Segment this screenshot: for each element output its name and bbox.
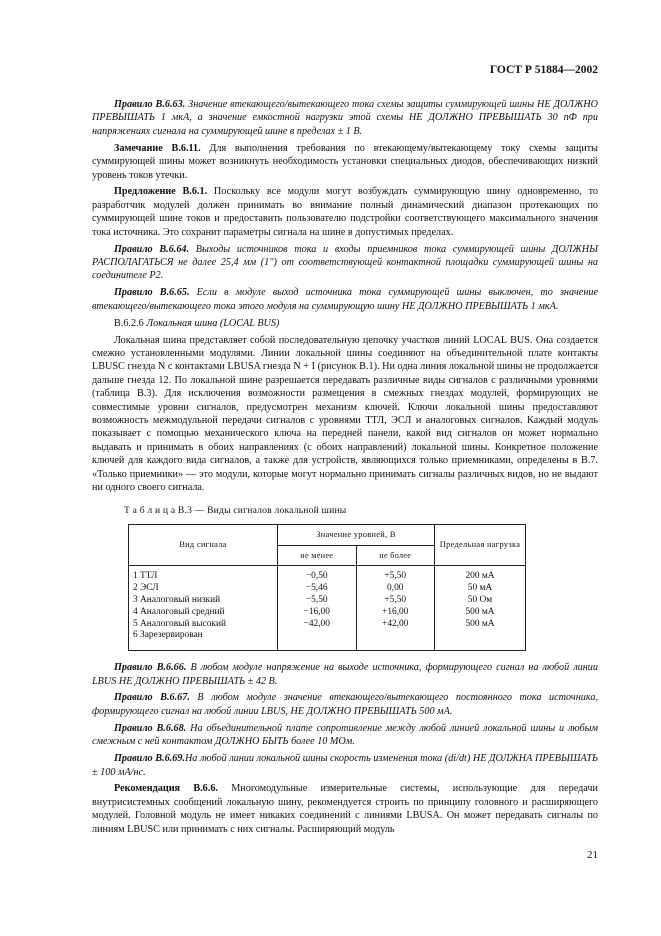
cell-max: 0,00 (356, 583, 435, 595)
cell-load: 500 мА (435, 619, 526, 631)
rule-text: На объединительной плате сопротивление между любой линией локальной шины и любым смежным с ней контактом ДОЛЖНО БЫТЬ более 10 МОм. (92, 722, 598, 748)
cell-signal: 6 Зарезервирован (129, 630, 278, 650)
content (92, 98, 598, 840)
cell-signal: 3 Аналоговый низкий (129, 595, 278, 607)
cell-min: −42,00 (278, 619, 357, 631)
cell-min: −5,46 (278, 583, 357, 595)
header-min: не менее (278, 545, 357, 566)
recommendation-b-6-6 (92, 782, 598, 836)
suggestion-b-6-1 (92, 185, 598, 239)
cell-load: 50 мА (435, 583, 526, 595)
cell-load (435, 630, 526, 650)
rule-b-6-68 (92, 722, 598, 749)
suggestion-text: Поскольку все модули могут возбуждать суммирующую шину одновременно, то разработчик модулей должен принимать во внимание полный динамический диапазон протекающих по суммирующей шине токов и предоставить пользователю подстройки соответствующего максимального значения тока источника. Это сохранит параметры сигнала на шине в допустимых пределах. (92, 186, 598, 238)
suggestion-label: Предложение В.6.1. (114, 186, 208, 198)
note-b-6-11 (92, 142, 598, 182)
rule-label: Правило В.6.65. (114, 287, 190, 299)
cell-min (278, 630, 357, 650)
rule-text: Выходы источников тока и входы приемников тока суммирующей шины ДОЛЖНЫ РАСПОЛАГАТЬСЯ не далее 25,4 мм (1") от соответствующей контактной площадки суммирующей шины на соединителе Р2. (92, 243, 598, 282)
cell-min: −5,50 (278, 595, 357, 607)
rule-b-6-69 (92, 752, 598, 779)
table-row (129, 607, 526, 619)
rule-b-6-65 (92, 286, 598, 313)
cell-max: +5,50 (356, 595, 435, 607)
cell-max: +42,00 (356, 619, 435, 631)
header-max: не более (356, 545, 435, 566)
table-caption: Т а б л и ц а В.3 — Виды сигналов локальной шины (124, 505, 347, 517)
rule-text: Если в модуле выход источника тока суммирующей шины выключен, то значение втекающего/вытекающего тока этого модуля на суммирующую шину НЕ ДОЛЖНО ПРЕВЫШАТЬ 1 мкА. (92, 287, 598, 312)
header-signal-type: Вид сигнала (129, 524, 278, 566)
rule-text: На любой линии локальной шины скорость изменения тока (di/dt) НЕ ДОЛЖНА ПРЕВЫШАТЬ ± 100 мА/нс. (92, 753, 599, 778)
rule-b-6-63 (92, 98, 598, 138)
table-row (129, 566, 526, 583)
cell-min: −16,00 (278, 607, 357, 619)
rule-label: Правило В.6.67. (114, 692, 190, 704)
rule-b-6-67 (92, 691, 598, 718)
cell-load: 500 мА (435, 607, 526, 619)
document-header: ГОСТ Р 51884—2002 (489, 64, 598, 76)
cell-signal: 2 ЭСЛ (129, 583, 278, 595)
rule-text: В любом модуле значение втекающего/вытекающего постоянного тока источника, формирующего сигнал на любой линии LBUS, НЕ ДОЛЖНО ПРЕВЫШАТЬ 500 мА. (92, 692, 598, 717)
table-row (129, 583, 526, 595)
rule-b-6-64 (92, 243, 598, 283)
cell-signal: 1 ТТЛ (129, 566, 278, 583)
header-levels: Значение уровней, В (278, 524, 435, 545)
spacer (92, 651, 598, 661)
section-heading (92, 317, 598, 330)
rule-label: Правило В.6.64. (114, 243, 190, 255)
page-number: 21 (587, 849, 598, 861)
table-row (129, 630, 526, 650)
rule-label: Правило В.6.66. (114, 662, 187, 674)
cell-max (356, 630, 435, 650)
rule-text: Значение втекающего/вытекающего тока схемы защиты суммирующей шины НЕ ДОЛЖНО ПРЕВЫШАТЬ 1 мкА, а значение емкостной нагрузки этой схемы НЕ ДОЛЖНО ПРЕВЫШАТЬ 30 пФ при напряжениях сигнала на суммирующей шине в пределах ± 1 В. (92, 99, 598, 137)
rule-label: Правило В.6.63. (114, 99, 186, 110)
section-title: Локальная шина (LOCAL BUS) (146, 317, 280, 329)
cell-load: 200 мА (435, 566, 526, 583)
table-row (129, 595, 526, 607)
cell-max: +16,00 (356, 607, 435, 619)
note-label: Замечание В.6.11. (114, 142, 201, 154)
rule-b-6-66 (92, 661, 598, 688)
cell-signal: 5 Аналоговый высокий (129, 619, 278, 631)
cell-min: −0,50 (278, 566, 357, 583)
local-bus-description: Локальная шина представляет собой последовательную цепочку участков линий LOCAL BUS. Она создается смежно установленными модулями. Линии локальной шины соединяют на объединительной плате контакты LBUSC гнезда N с контактами LBUSA гнезда N + I (рисунок В.1). Ни одна линия локальной шины не продолжается дальше гнезда 12. По локальной шине разрешается передавать различные виды сигналов с различными уровнями (таблица В.3). Для исключения возможности размещения в смежных гнездах модулей, формирующих не совместимые уровни сигналов, предусмотрен механизм ключей. Ключи локальной шины предоставляют возможность межмодульной передачи сигналов с уровнями ТТЛ, ЭСЛ и аналоговых сигналов. Каждый модуль показывает с помощью механического ключа на передней панели, какой вид сигналов он может нормально выдавать и принимать в обоих направлениях (с обоих направлений) локальной шины. Конкретное положение ключей для каждого вида сигналов, а также для устройств, являющихся только приемниками, определены в В.7. «Только приемники» — это модули, которые могут нормально принимать сигналы различных видов, но не выдают ни одного своего сигнала. (92, 334, 598, 493)
recommendation-label: Рекомендация В.6.6. (114, 783, 218, 795)
rule-label: Правило В.6.69. (114, 753, 185, 765)
note-text: Для выполнения требования по втекающему/вытекающему току схемы защиты суммирующей шины может возникнуть необходимость установки специальных диодов, обеспечивающих низкий уровень токов утечки. (92, 142, 598, 181)
cell-max: +5,50 (356, 566, 435, 583)
cell-signal: 4 Аналоговый средний (129, 607, 278, 619)
recommendation-text: Многомодульные измерительные системы, использующие для передачи внутрисистемных сообщений локальную шину, рекомендуется строить по принципу головного и расширяющего модулей. Головной модуль не имеет никаких соединений с линиями LBUSA. Он может передавать сигналы по линиям LBUSC или принимать с них сигналы. Расширяющий модуль (92, 783, 598, 835)
section-number: В.6.2.6 (114, 317, 147, 329)
header-load: Предельная нагрузка (435, 524, 526, 566)
rule-label: Правило В.6.68. (114, 722, 187, 734)
cell-load: 50 Ом (435, 595, 526, 607)
rule-text: В любом модуле напряжение на выходе источника, формирующего сигнал на любой линии LBUS НЕ ДОЛЖНО ПРЕВЫШАТЬ ± 42 В. (92, 662, 598, 687)
table-row (129, 619, 526, 631)
signal-types-table (128, 524, 526, 651)
